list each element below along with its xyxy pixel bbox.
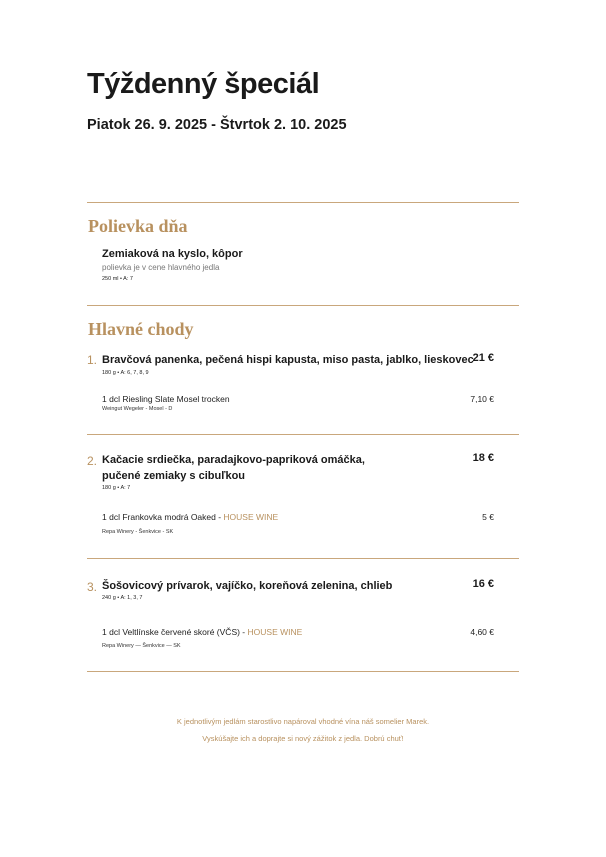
wine-name: 1 dcl Frankovka modrá Oaked -	[102, 512, 224, 522]
dish-name: Kačacie srdiečka, paradajkovo-papriková omáčka,	[102, 454, 365, 466]
soup-note: polievka je v cene hlavného jedla	[102, 263, 220, 272]
dish-name-line2: pučené zemiaky s cibuľkou	[102, 470, 246, 482]
date-range: Piatok 26. 9. 2025 - Štvrtok 2. 10. 2025	[87, 117, 347, 133]
dish-meta: 240 g • A: 1, 3, 7	[102, 595, 143, 601]
divider	[87, 434, 519, 435]
dish-meta: 180 g • A: 6, 7, 8, 9	[102, 370, 149, 376]
dish-price: 18 €	[472, 452, 494, 464]
footer-note-2: Vyskúšajte ich a doprajte si nový zážitok z jedla. Dobrú chuť!	[202, 734, 404, 743]
dish-name: Šošovicový prívarok, vajíčko, koreňová zelenina, chlieb	[102, 580, 393, 592]
winery: Repa Winery - Šenkvice - SK	[102, 529, 174, 535]
house-wine-label: HOUSE WINE	[247, 627, 303, 637]
divider	[87, 671, 519, 672]
divider	[87, 202, 519, 203]
wine-pairing	[102, 512, 278, 522]
item-number: 1.	[87, 353, 98, 367]
divider	[87, 305, 519, 306]
dish-meta: 180 g • A: 7	[102, 485, 131, 491]
winery: Weingut Wegeler - Mosel - D	[102, 406, 173, 412]
soup-meta: 250 ml • A: 7	[102, 276, 133, 282]
divider	[87, 558, 519, 559]
winery: Repa Winery — Šenkvice — SK	[102, 643, 181, 649]
dish-price: 21 €	[472, 352, 494, 364]
wine-price: 4,60 €	[470, 627, 494, 637]
soup-name: Zemiaková na kyslo, kôpor	[102, 248, 243, 260]
section-title-mains: Hlavné chody	[88, 319, 194, 339]
wine-pairing	[102, 627, 302, 637]
section-title-soup: Polievka dňa	[88, 216, 188, 236]
footer-note: K jednotlivým jedlám starostlivo napároval vhodné vína náš somelier Marek.	[176, 717, 430, 726]
item-number: 2.	[87, 454, 98, 468]
wine-price: 5 €	[482, 512, 494, 522]
wine-pairing	[102, 394, 230, 404]
house-wine-label: HOUSE WINE	[223, 512, 279, 522]
item-number: 3.	[87, 580, 98, 594]
page-title: Týždenný špeciál	[87, 68, 320, 100]
dish-name: Bravčová panenka, pečená hispi kapusta, miso pasta, jablko, lieskovec	[102, 354, 474, 366]
dish-price: 16 €	[472, 578, 494, 590]
wine-name: 1 dcl Riesling Slate Mosel trocken	[102, 394, 230, 404]
wine-price: 7,10 €	[470, 394, 494, 404]
wine-name: 1 dcl Veltlínske červené skoré (VČS) -	[102, 627, 248, 637]
